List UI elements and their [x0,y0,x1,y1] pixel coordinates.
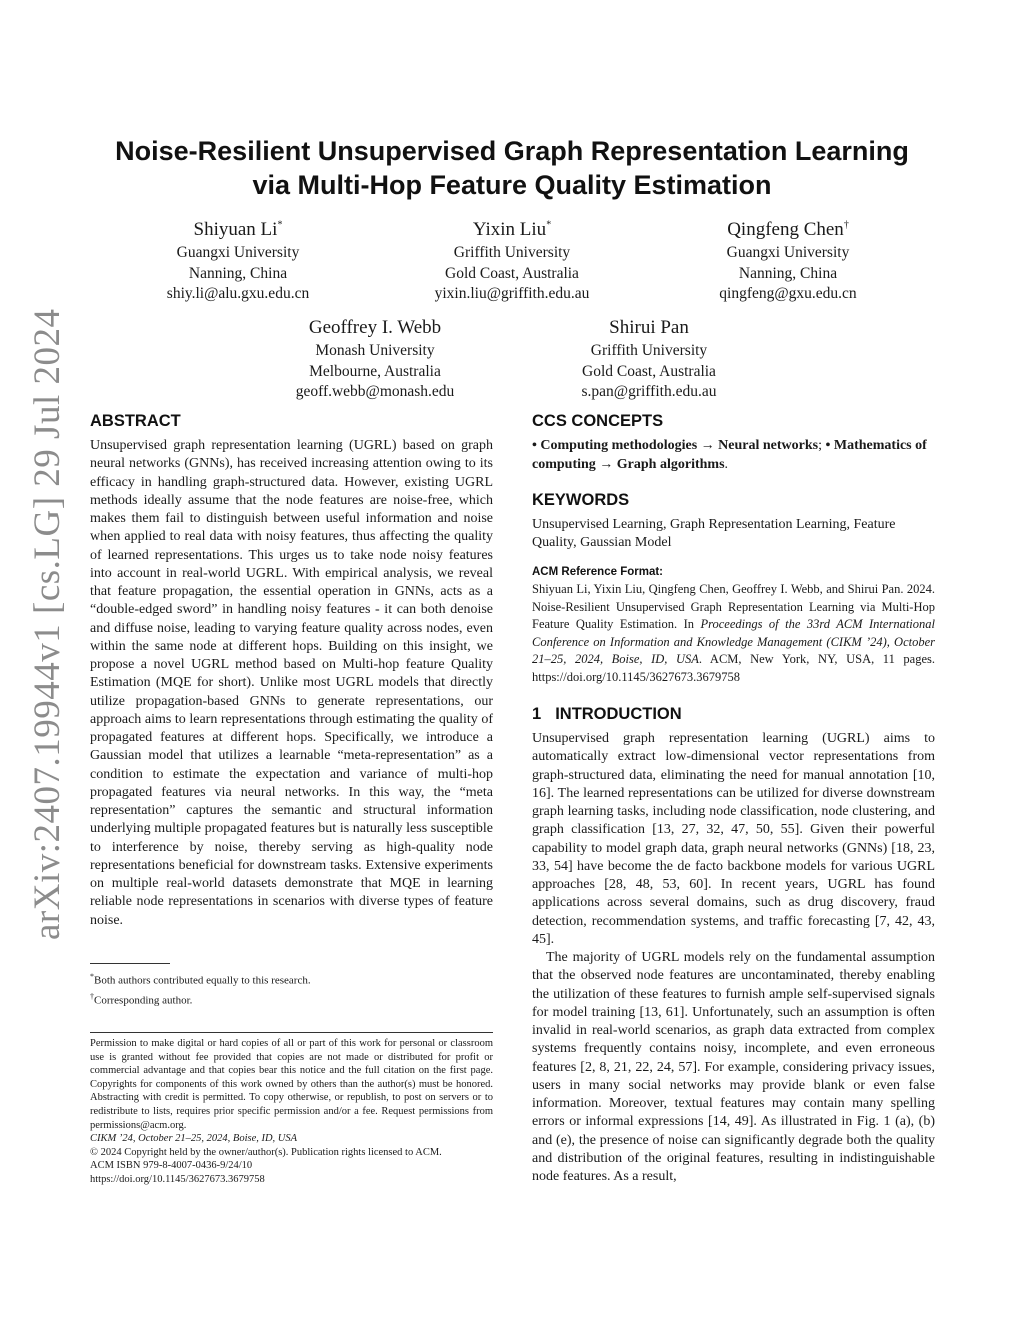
ccs-arrow: → [700,438,715,453]
ccs-section [532,412,935,474]
author-affiliation: Guangxi University [176,244,300,261]
author-email: qingfeng@gxu.edu.cn [719,285,857,302]
author-block [648,218,928,305]
ccs-bullet: • [532,438,537,453]
author-name: Qingfeng Chen [727,219,844,240]
acm-reference-publisher: . ACM, New York, NY, USA, 11 pages. https://doi.org/10.1145/3627673.3679758 [532,652,936,684]
section-number: 1 [532,705,542,723]
isbn-line: ACM ISBN 979-8-4007-0436-9/24/10 [90,1160,253,1172]
copyright-line: © 2024 Copyright held by the owner/author(s). Publication rights licensed to ACM. [90,1146,442,1158]
introduction-paragraph-2: The majority of UGRL models rely on the fundamental assumption that the observed node features are uncontaminated, thereby enabling the utilization of these features to furnish ample self-supervised signals for model training [13, 61]. Unfortunately, such an assumption is often invalid in real-world scenarios, as graph data extracted from complex systems frequently contains noisy, incomplete, and even erroneous features [2, 8, 21, 22, 24, 57]. For example, considering privacy issues, users in many social networks may provide blank or even false information. Moreover, textual features may contain many spelling errors or informal expressions [14, 49]. As illustrated in Fig. 1 (a), (b) and (e), the presence of noise can significantly degrade both the quality and distribution of the original features, resulting in indistinguishable node features. As a result, [532,950,935,1184]
ccs-concept: Graph algorithms [616,456,725,472]
keywords-section [532,491,935,553]
ccs-heading: CCS CONCEPTS [532,412,664,430]
footnote-item [90,989,493,1009]
abstract-section [90,412,493,930]
introduction-section [532,705,935,1186]
footnote-mark: † [90,991,94,1001]
author-location: Melbourne, Australia [309,362,441,380]
author-block [372,218,652,305]
ccs-concept: Neural networks [718,438,819,453]
doi-link[interactable]: https://doi.org/10.1145/3627673.3679758 [90,1173,265,1185]
author-affiliation: Griffith University [590,342,708,359]
acm-reference-venue: Proceedings of the 33rd ACM International Conference on Information and Knowledge Management (CIKM ’24), October 21–25, 2024, Boise, ID, USA [532,617,935,666]
footnote-item [90,969,493,989]
permission-notice [90,1037,493,1187]
keywords-heading: KEYWORDS [532,491,630,509]
ccs-end: . [724,456,729,472]
abstract-heading: ABSTRACT [90,412,181,430]
conference-line: CIKM ’24, October 21–25, 2024, Boise, ID, USA [90,1133,298,1145]
footnote-divider [90,963,170,964]
author-email: shiy.li@alu.gxu.edu.cn [166,285,310,302]
author-block [235,316,515,403]
acm-reference-section [532,566,935,686]
introduction-paragraph-1: Unsupervised graph representation learning (UGRL) aims to automatically extract low-dimensional vector representations from graph-structured data, eliminating the need for manual annotation [10, 16]. The learned representations can be utilized for diverse downstream graph learning tasks, including node classification, node clustering, and graph classification [13, 27, 32, 47, 50, 55]. Given their powerful capability to model graph data, graph neural networks (GNNs) [18, 23, 33, 54] have become the de facto backbone models for various UGRL approaches [28, 48, 53, 60]. In recent years, UGRL has found applications across several domains, such as drug discovery, fraud detection, recommendation systems, and traffic forecasting [7, 42, 43, 45]. [532,731,935,947]
acm-reference-heading: ACM Reference Format: [532,566,663,578]
author-location: Gold Coast, Australia [445,264,579,282]
author-email: yixin.liu@griffith.edu.au [434,285,590,302]
acm-reference-authors: Shiyuan Li, Yixin Liu, Qingfeng Chen, Geoffrey I. Webb, and Shirui Pan. 2024. Noise-Resilient Unsupervised Graph Representation Learning via Multi-Hop Feature Quality Estimation. In [532,582,935,631]
paper-title [60,134,964,202]
author-mark: * [277,219,283,231]
keywords-text: Unsupervised Learning, Graph Representation Learning, Feature Quality, Gaussian Model [532,517,896,551]
ccs-arrow: → [599,456,614,472]
paper-title-line-1: Noise-Resilient Unsupervised Graph Representation Learning [115,136,909,166]
footnotes [90,969,493,1008]
arxiv-identifier-stamp: arXiv:2407.19944v1 [cs.LG] 29 Jul 2024 [27,308,68,940]
author-location: Nanning, China [738,264,838,282]
ccs-concept: Computing methodologies [540,438,698,453]
author-location: Nanning, China [188,264,288,282]
footnote-mark: * [90,972,94,981]
footnote-text: Both authors contributed equally to this research. [94,974,311,987]
ccs-concept: Mathematics of computing [532,438,927,472]
author-affiliation: Griffith University [453,244,571,261]
ccs-bullet: • [825,438,831,453]
ccs-concepts-text [532,437,935,474]
footnote-text: Corresponding author. [94,994,193,1007]
author-mark: † [843,219,849,231]
author-affiliation: Monash University [315,342,435,359]
permission-text: Permission to make digital or hard copies of all or part of this work for personal or classroom use is granted without fee provided that copies are not made or distributed for profit or commercial advantage and that copies bear this notice and the full citation on the first page. Copyrights for components of this work owned by others than the author(s) must be honored. Abstracting with credit is permitted. To copy otherwise, or republish, to post on servers or to redistribute to lists, requires prior specific permission and/or a fee. Request permissions from permissions@acm.org. [90,1038,493,1131]
author-email: geoff.webb@monash.edu [295,383,455,400]
ccs-separator: ; [818,438,822,453]
author-block [509,316,789,403]
author-name: Geoffrey I. Webb [308,317,442,338]
author-block [98,218,378,305]
permission-divider [90,1032,493,1033]
author-location: Gold Coast, Australia [582,362,716,380]
section-title: INTRODUCTION [555,705,682,723]
abstract-text: Unsupervised graph representation learning (UGRL) based on graph neural networks (GNNs), has received increasing attention owing to its efficacy in handling graph-structured data. However, existing UGRL methods ideally assume that the node features are noise-free, which makes them fail to distinguish between useful information and noise when applied to real data with noisy features, thus affecting the quality of learned representations. This urges us to take node noisy features into account in real-world UGRL. With empirical analysis, we reveal that feature propagation, the essential operation in GNNs, acts as a “double-edged sword” in handling noisy features - it can both denoise and diffuse noise, leading to varying feature quality across nodes, even within the same node at different hops. Building on this insight, we propose a novel UGRL method based on Multi-hop feature Quality Estimation (MQE for short). Unlike most UGRL models that directly utilize propagation-based GNNs to generate representations, our approach aims to learn representations through estimating the quality of propagated features at different hops. Specifically, we introduce a Gaussian model that utilizes a learnable “meta-representation” as a condition to estimate the expectation and variance of multi-hop propagated features via neural networks. In this way, the “meta representation” captures the semantic and structural information underlying multiple propagated features but is naturally less susceptible to interference by noise, thereby serving as high-quality node representations beneficial for downstream tasks. Extensive experiments on multiple real-world datasets demonstrate that MQE in learning reliable node representations in scenarios with diverse types of feature noise. [90,438,493,928]
author-email: s.pan@griffith.edu.au [581,383,717,400]
author-name: Yixin Liu [472,219,547,240]
author-affiliation: Guangxi University [726,244,850,261]
introduction-heading [532,705,935,724]
acm-reference-text [532,581,935,686]
author-mark: * [546,219,552,231]
paper-title-line-2: via Multi-Hop Feature Quality Estimation [252,170,772,200]
author-name: Shirui Pan [609,317,689,338]
author-name: Shiyuan Li [193,219,278,240]
